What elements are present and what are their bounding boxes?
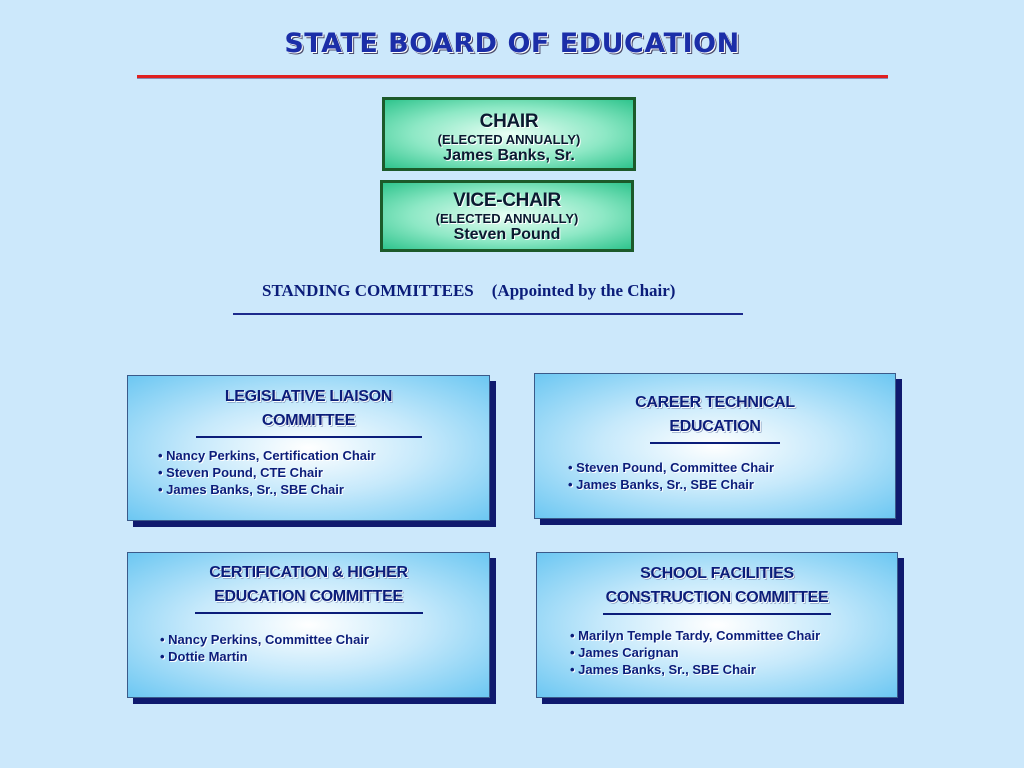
- vice-chair-election-note: (ELECTED ANNUALLY): [435, 211, 579, 226]
- member-item: • James Carignan: [570, 645, 679, 660]
- committee-title-line: CAREER TECHNICAL: [635, 394, 795, 411]
- committee-title-line: CERTIFICATION & HIGHER: [209, 564, 408, 581]
- standing-committees-heading: [262, 281, 675, 301]
- member-list: [160, 631, 369, 665]
- committee-title-underline: [196, 436, 422, 438]
- committee-title: [128, 385, 489, 433]
- member-item: • Steven Pound, CTE Chair: [158, 465, 323, 480]
- chair-box: [382, 97, 636, 171]
- committee-title-underline: [603, 613, 831, 615]
- committee-title-underline: [195, 612, 423, 614]
- committee-title: [537, 562, 897, 610]
- member-list: [570, 627, 820, 678]
- member-item: • Steven Pound, Committee Chair: [568, 460, 775, 475]
- member-item: • Dottie Martin: [160, 649, 248, 664]
- member-list: [158, 447, 376, 498]
- vice-chair-box: [380, 180, 634, 252]
- member-item: • James Banks, Sr., SBE Chair: [158, 482, 344, 497]
- chair-election-note: (ELECTED ANNUALLY): [437, 132, 581, 147]
- committee-title: [535, 391, 895, 439]
- committee-box-legislative-liaison: [127, 375, 490, 521]
- committee-title-line: EDUCATION: [669, 418, 761, 435]
- title-underline: [137, 75, 888, 78]
- page-title: STATE BOARD OF EDUCATION: [284, 28, 740, 59]
- committee-title: [128, 561, 489, 609]
- standing-committees-underline: [233, 313, 743, 315]
- chair-role: CHAIR: [479, 111, 539, 132]
- member-item: • Marilyn Temple Tardy, Committee Chair: [570, 628, 821, 643]
- committee-title-underline: [650, 442, 780, 444]
- member-item: • Nancy Perkins, Committee Chair: [160, 632, 370, 647]
- committee-title-line: CONSTRUCTION COMMITTEE: [605, 589, 829, 606]
- appointed-note: (Appointed by the Chair): [491, 281, 676, 300]
- member-item: • James Banks, Sr., SBE Chair: [570, 662, 756, 677]
- chair-name: James Banks, Sr.: [443, 147, 575, 164]
- standing-committees-label: STANDING COMMITTEES: [262, 281, 474, 300]
- committee-title-line: LEGISLATIVE LIAISON: [224, 388, 393, 405]
- member-list: [568, 459, 774, 493]
- committee-box-certification-higher-ed: [127, 552, 490, 698]
- vice-chair-role: VICE-CHAIR: [453, 190, 561, 211]
- vice-chair-name: Steven Pound: [453, 226, 561, 243]
- member-item: • Nancy Perkins, Certification Chair: [158, 448, 376, 463]
- committee-box-school-facilities: [536, 552, 898, 698]
- committee-title-line: EDUCATION COMMITTEE: [214, 588, 403, 605]
- committee-title-line: COMMITTEE: [261, 412, 356, 429]
- committee-box-career-technical: [534, 373, 896, 519]
- member-item: • James Banks, Sr., SBE Chair: [568, 477, 754, 492]
- committee-title-line: SCHOOL FACILITIES: [640, 565, 794, 582]
